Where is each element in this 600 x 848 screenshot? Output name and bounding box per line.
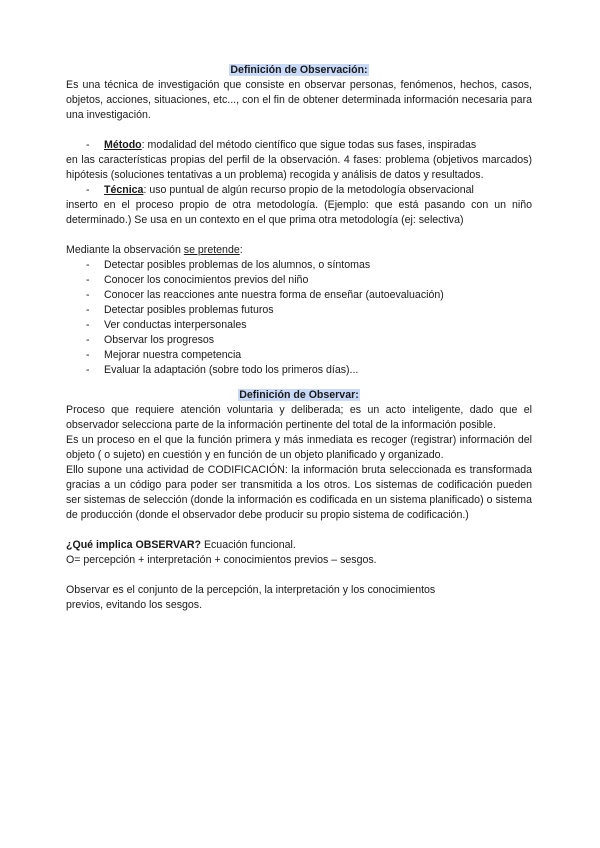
purpose-lead-end: : xyxy=(239,244,243,256)
list-item-text: Ver conductas interpersonales xyxy=(104,319,247,331)
list-item-text: Detectar posibles problemas futuros xyxy=(104,304,274,316)
dash-marker: - xyxy=(86,274,90,286)
list-item xyxy=(66,303,532,318)
dash-marker: - xyxy=(86,139,90,151)
section1-intro: Es una técnica de investigación que consiste en observar personas, fenómenos, hechos, casos, objetos, acciones, situaciones, etc..., con el fin de obtener determinada información necesaria para una investigación. xyxy=(66,79,532,121)
section2-paragraph-3: Ello supone una actividad de CODIFICACIÓN: la información bruta seleccionada es transformada gracias a un código para poder ser transmitida a los otros. Los sistemas de codificación pueden ser sistemas de selección (donde la información es codificada en un sistema planificado) o sistema de producción (donde el observador debe producir su propio sistema de codificación.) xyxy=(66,464,532,521)
implica-equation: O= percepción + interpretación + conocimientos previos – sesgos. xyxy=(66,554,377,566)
definition-item-metodo xyxy=(66,138,532,183)
definition-item-first-line xyxy=(66,138,532,153)
list-item-text: Observar los progresos xyxy=(104,334,215,346)
list-item-text: Mejorar nuestra competencia xyxy=(104,349,242,361)
dash-marker: - xyxy=(86,259,90,271)
list-item xyxy=(66,258,532,273)
spacer xyxy=(66,523,532,538)
list-item-text: Conocer las reacciones ante nuestra forma de enseñar (autoevaluación) xyxy=(104,289,444,301)
term-tecnica: Técnica xyxy=(104,184,144,196)
dash-marker: - xyxy=(86,319,90,331)
purpose-lead-underlined: se pretende xyxy=(183,244,240,256)
list-item-text: Conocer los conocimientos previos del niño xyxy=(104,274,309,286)
dash-marker: - xyxy=(86,364,90,376)
definition-item-first-line xyxy=(66,183,532,198)
section2-paragraph-1: Proceso que requiere atención voluntaria y deliberada; es un acto inteligente, dado que el observador selecciona parte de la información pertinente del total de la información posible. xyxy=(66,404,532,431)
conclusion-line-1: Observar es el conjunto de la percepción, la interpretación y los conocimientos xyxy=(66,584,436,596)
dash-marker: - xyxy=(86,334,90,346)
section2-title-text: Definición de Observar: xyxy=(239,389,359,401)
spacer xyxy=(66,228,532,243)
spacer xyxy=(66,123,532,138)
document-page xyxy=(66,63,532,613)
purpose-lead-text: Mediante la observación xyxy=(66,244,184,256)
section2-paragraph-2: Es un proceso en el que la función primera y más inmediata es recoger (registrar) información del objeto ( o sujeto) en cuestión y en función de un objeto planificado y organizado. xyxy=(66,434,532,461)
list-item xyxy=(66,333,532,348)
dash-marker: - xyxy=(86,349,90,361)
implica-question-bold: ¿Qué implica OBSERVAR? xyxy=(66,539,201,551)
list-item-text: Evaluar la adaptación (sobre todo los primeros días)... xyxy=(104,364,359,376)
definition-text-first: : uso puntual de algún recurso propio de la metodología observacional xyxy=(143,184,474,196)
list-item xyxy=(66,348,532,363)
section1-title-text: Definición de Observación: xyxy=(230,64,368,76)
spacer xyxy=(66,568,532,583)
definition-text-rest: inserto en el proceso propio de otra metodología. (Ejemplo: que está pasando con un niño determinado.) Se usa en un contexto en el que prima otra metodología (ej: selectiva) xyxy=(66,199,532,226)
purpose-list xyxy=(66,258,532,378)
implica-question-rest: Ecuación funcional. xyxy=(201,539,296,551)
implica-question xyxy=(66,538,532,553)
dash-marker: - xyxy=(86,289,90,301)
dash-marker: - xyxy=(86,184,90,196)
list-item xyxy=(66,273,532,288)
purpose-lead xyxy=(66,243,532,258)
list-item xyxy=(66,318,532,333)
definition-text-rest: en las características propias del perfil de la observación. 4 fases: problema (objetivos marcados) hipótesis (soluciones tentativas a un problema) recogida y análisis de datos y resultados. xyxy=(66,154,532,181)
section2-title xyxy=(66,388,532,403)
term-metodo: Método xyxy=(104,139,142,151)
definition-item-tecnica xyxy=(66,183,532,228)
list-item xyxy=(66,363,532,378)
section1-title xyxy=(66,63,532,78)
conclusion-line-2: previos, evitando los sesgos. xyxy=(66,599,203,611)
dash-marker: - xyxy=(86,304,90,316)
spacer xyxy=(66,378,532,388)
list-item-text: Detectar posibles problemas de los alumnos, o síntomas xyxy=(104,259,371,271)
list-item xyxy=(66,288,532,303)
definition-text-first: : modalidad del método científico que sigue todas sus fases, inspiradas xyxy=(141,139,477,151)
